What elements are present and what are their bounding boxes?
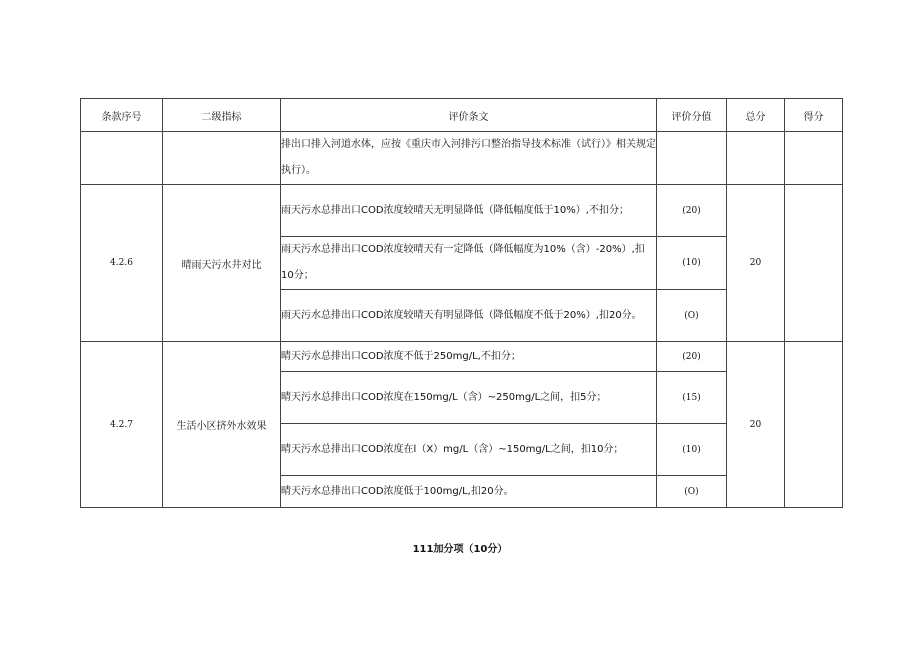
clause-no-cell: [81, 132, 163, 185]
obtained-cell: [785, 185, 843, 342]
indicator-cell: 晴雨天污水井对比: [163, 185, 281, 342]
score-cell: (15): [657, 372, 727, 424]
score-cell: [657, 132, 727, 185]
score-cell: (10): [657, 237, 727, 290]
total-cell: 20: [727, 342, 785, 508]
score-cell: (O): [657, 290, 727, 342]
header-clause-no: 条款序号: [81, 99, 163, 132]
table-row: [81, 185, 843, 237]
indicator-cell: 生活小区挤外水效果: [163, 342, 281, 508]
criteria-cell: 晴天污水总排出口COD浓度低于100mg/L,扣20分。: [281, 476, 657, 508]
obtained-cell: [785, 342, 843, 508]
obtained-cell: [785, 132, 843, 185]
criteria-cell: 雨天污水总排出口COD浓度较晴天有一定降低（降低幅度为10%（含）-20%）,扣10分；: [281, 237, 657, 290]
score-cell: (O): [657, 476, 727, 508]
clause-no-cell: 4.2.6: [81, 185, 163, 342]
criteria-cell: 排出口排入河道水体，应按《重庆市入河排污口整治指导技术标准（试行）》相关规定执行）。: [281, 132, 657, 185]
scoring-table: [80, 98, 843, 508]
score-cell: (20): [657, 342, 727, 372]
table-header-row: [81, 99, 843, 132]
header-score-value: 评价分值: [657, 99, 727, 132]
section-heading: 111加分项（10分）: [412, 544, 508, 555]
score-cell: (10): [657, 424, 727, 476]
indicator-cell: [163, 132, 281, 185]
total-cell: 20: [727, 185, 785, 342]
header-indicator: 二级指标: [163, 99, 281, 132]
header-obtained: 得分: [785, 99, 843, 132]
header-total: 总分: [727, 99, 785, 132]
criteria-cell: 晴天污水总排出口COD浓度在l（X）mg/L（含）~150mg/L之间，扣10分；: [281, 424, 657, 476]
total-cell: [727, 132, 785, 185]
criteria-cell: 雨天污水总排出口COD浓度较晴天无明显降低（降低幅度低于10%）,不扣分；: [281, 185, 657, 237]
table-row-continuation: [81, 132, 843, 185]
header-criteria: 评价条文: [281, 99, 657, 132]
criteria-cell: 晴天污水总排出口COD浓度不低于250mg/L,不扣分；: [281, 342, 657, 372]
criteria-cell: 晴天污水总排出口COD浓度在150mg/L（含）~250mg/L之间，扣5分；: [281, 372, 657, 424]
table-row: [81, 342, 843, 372]
score-cell: (20): [657, 185, 727, 237]
criteria-cell: 雨天污水总排出口COD浓度较晴天有明显降低（降低幅度不低于20%）,扣20分。: [281, 290, 657, 342]
clause-no-cell: 4.2.7: [81, 342, 163, 508]
